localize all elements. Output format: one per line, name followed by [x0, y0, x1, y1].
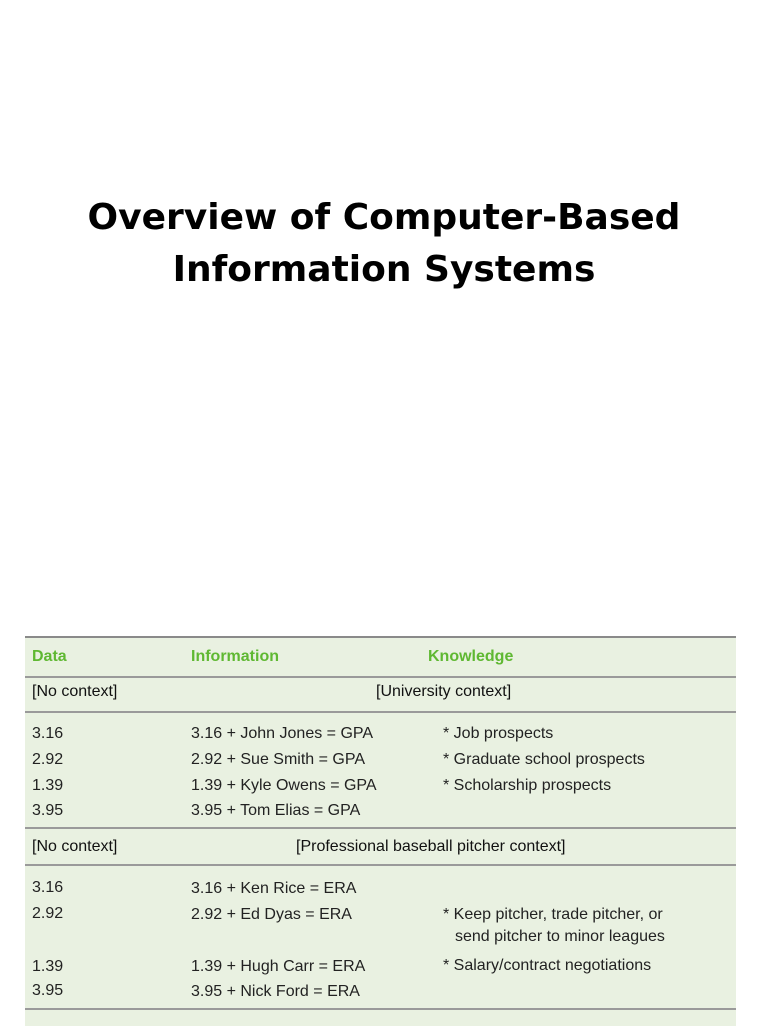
table-cell-data: 2.92	[32, 751, 64, 768]
table-cell-information: 3.16 + Ken Rice = ERA	[191, 880, 357, 897]
header-knowledge: Knowledge	[428, 648, 514, 665]
table-cell-data: 1.39	[32, 777, 64, 794]
table-cell-information: 1.39 + Kyle Owens = GPA	[191, 777, 377, 794]
header-divider	[25, 676, 736, 678]
bottom-divider	[25, 1008, 736, 1010]
table-cell-data: 3.16	[32, 725, 64, 742]
table-cell-data: 3.95	[32, 802, 64, 819]
table-cell-knowledge: * Graduate school prospects	[443, 751, 645, 768]
section-1-divider	[25, 711, 736, 713]
title-line-2: Information Systems	[172, 249, 596, 290]
table-cell-information: 3.95 + Tom Elias = GPA	[191, 802, 361, 819]
table-cell-data: 1.39	[32, 958, 64, 975]
table-cell-knowledge: * Job prospects	[443, 725, 554, 742]
slide-title	[0, 192, 768, 296]
table-cell-knowledge: * Keep pitcher, trade pitcher, or	[443, 906, 663, 923]
table-cell-information: 2.92 + Ed Dyas = ERA	[191, 906, 352, 923]
data-information-knowledge-table	[25, 636, 736, 1026]
table-cell-knowledge: * Scholarship prospects	[443, 777, 612, 794]
section-2-right-context: [Professional baseball pitcher context]	[296, 838, 566, 855]
table-cell-data: 2.92	[32, 905, 64, 922]
section-divider	[25, 827, 736, 829]
table-cell-information: 3.16 + John Jones = GPA	[191, 725, 374, 742]
section-2-left-context: [No context]	[32, 838, 118, 855]
table-cell-data: 3.16	[32, 879, 64, 896]
table-cell-information: 2.92 + Sue Smith = GPA	[191, 751, 366, 768]
header-information: Information	[191, 648, 279, 665]
table-cell-data: 3.95	[32, 982, 64, 999]
section-1-right-context: [University context]	[376, 683, 512, 700]
table-cell-information: 1.39 + Hugh Carr = ERA	[191, 958, 366, 975]
table-cell-knowledge-continued: send pitcher to minor leagues	[455, 928, 665, 945]
section-1-left-context: [No context]	[32, 683, 118, 700]
header-data: Data	[32, 648, 67, 665]
title-line-1: Overview of Computer-Based	[87, 197, 681, 238]
table-cell-knowledge: * Salary/contract negotiations	[443, 957, 652, 974]
table-cell-information: 3.95 + Nick Ford = ERA	[191, 983, 360, 1000]
section-2-divider	[25, 864, 736, 866]
